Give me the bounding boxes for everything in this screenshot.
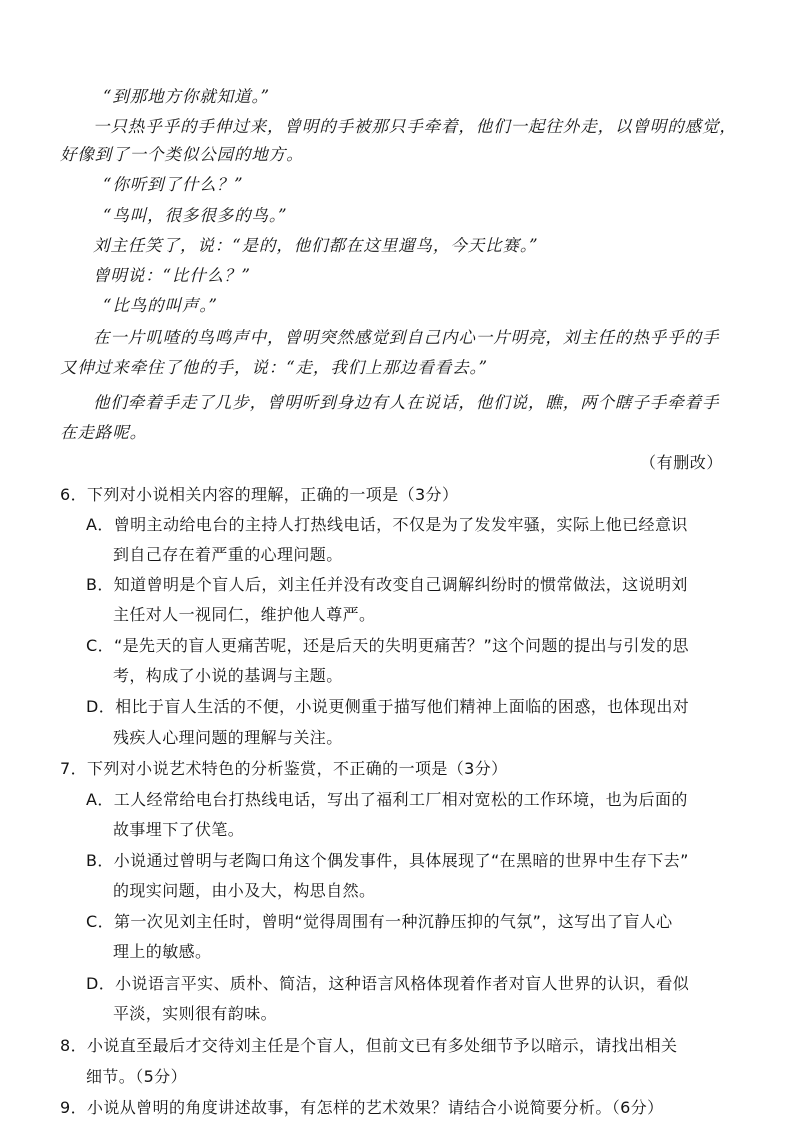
passage-line-6: 刘主任笑了，说：“是的，他们都在这里遛鸟，今天比赛。” [93,236,539,255]
q8-stem: 8．小说直至最后才交待刘主任是个盲人，但前文已有多处细节予以暗示，请找出相关 [60,1036,678,1055]
q6-option-c: C．“是先天的盲人更痛苦呢，还是后天的失明更痛苦？”这个问题的提出与引发的思 [86,636,689,655]
q6-stem: 6．下列对小说相关内容的理解，正确的一项是（3分） [60,485,459,504]
q7-option-b: B．小说通过曾明与老陶口角这个偶发事件，具体展现了“在黑暗的世界中生存下去” [86,851,689,870]
q6-option-b-cont: 主任对人一视同仁，维护他人尊严。 [113,605,376,624]
q7-option-a-cont: 故事埋下了伏笔。 [113,820,245,839]
q6-option-d: D．相比于盲人生活的不便，小说更侧重于描写他们精神上面临的困惑，也体现出对 [86,697,690,716]
q9-stem: 9．小说从曾明的角度讲述故事，有怎样的艺术效果？请结合小说简要分析。（6分） [60,1098,664,1117]
passage-line-7: 曾明说：“比什么？” [93,266,251,285]
q6-option-a-cont: 到自己存在着严重的心理问题。 [113,545,343,564]
q7-stem: 7．下列对小说艺术特色的分析鉴赏，不正确的一项是（3分） [60,759,508,778]
passage-line-12: 在走路呢。 [60,423,147,442]
passage-line-11: 他们牵着手走了几步，曾明听到身边有人在说话，他们说，瞧，两个瞎子手牵着手 [93,393,720,412]
q6-option-a: A．曾明主动给电台的主持人打热线电话，不仅是为了发发牢骚，实际上他已经意识 [86,515,688,534]
q8-stem-cont: 细节。（5分） [86,1067,187,1086]
passage-line-4: “你听到了什么？” [103,175,244,194]
q6-option-d-cont: 残疾人心理问题的理解与关注。 [113,728,343,747]
source-note: （有删改） [640,453,724,472]
passage-line-9: 在一片叽喳的鸟鸣声中，曾明突然感觉到自己内心一片明亮，刘主任的热乎乎的手 [93,328,720,347]
passage-line-10: 又伸过来牵住了他的手，说：“走，我们上那边看看去。” [60,358,489,377]
q7-option-c-cont: 理上的敏感。 [113,942,212,961]
q7-option-c: C．第一次见刘主任时，曾明“觉得周围有一种沉静压抑的气氛”，这写出了盲人心 [86,912,673,931]
q6-option-c-cont: 考，构成了小说的基调与主题。 [113,666,343,685]
passage-line-8: “比鸟的叫声。” [103,296,218,315]
q7-option-d-cont: 平淡，实则很有韵味。 [113,1004,278,1023]
q7-option-d: D．小说语言平实、质朴、简洁，这种语言风格体现着作者对盲人世界的认识，看似 [86,974,690,993]
passage-line-2: 一只热乎乎的手伸过来，曾明的手被那只手牵着，他们一起往外走，以曾明的感觉， [93,117,737,136]
passage-line-5: “鸟叫，很多很多的鸟。” [103,206,288,225]
q7-option-a: A．工人经常给电台打热线电话，写出了福利工厂相对宽松的工作环境，也为后面的 [86,790,688,809]
q6-option-b: B．知道曾明是个盲人后，刘主任并没有改变自己调解纠纷时的惯常做法，这说明刘 [86,575,688,594]
passage-line-1: “到那地方你就知道。” [103,87,271,106]
passage-line-3: 好像到了一个类似公园的地方。 [60,145,304,164]
q7-option-b-cont: 的现实问题，由小及大，构思自然。 [113,881,376,900]
